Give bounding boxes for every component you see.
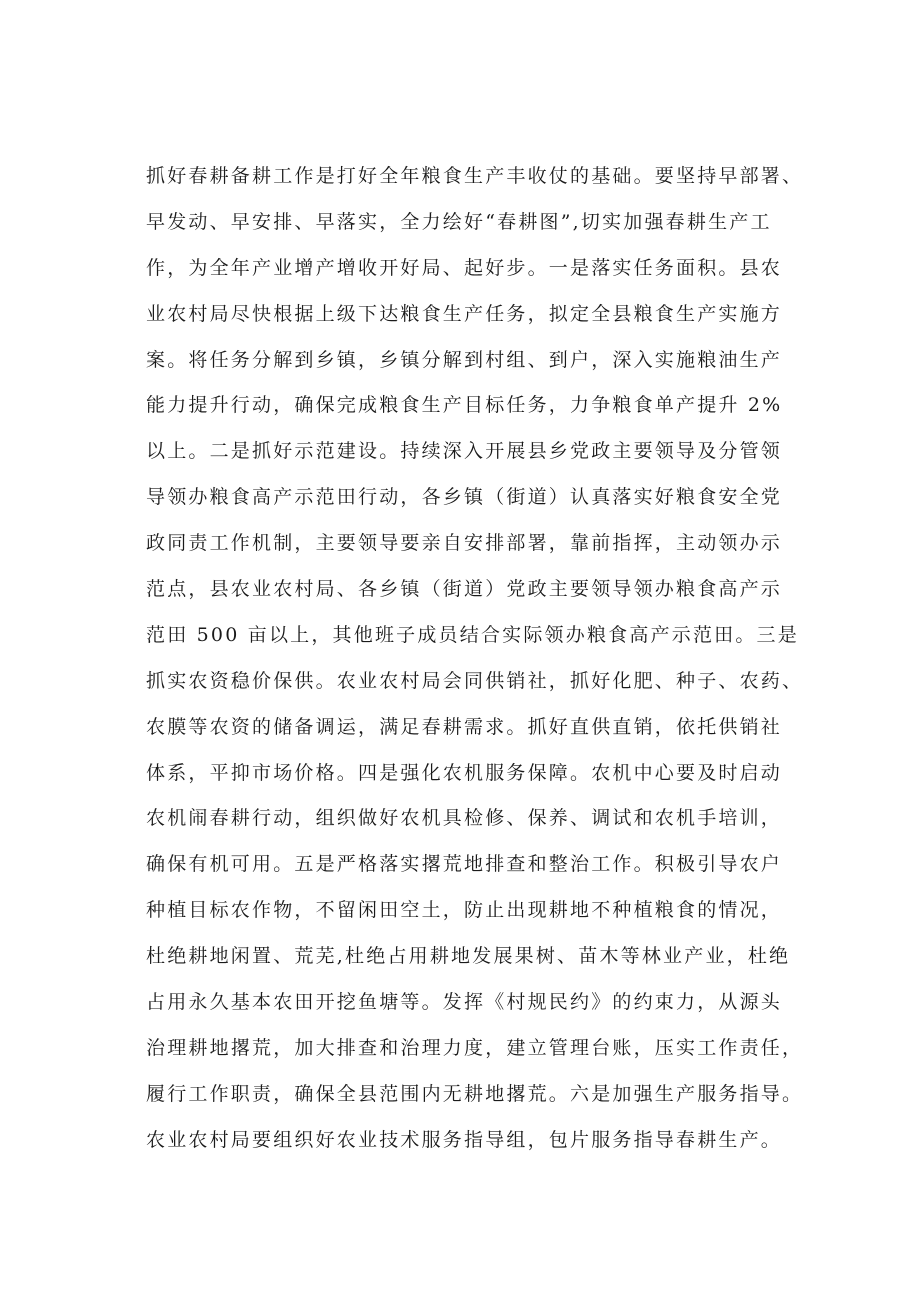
paragraph-line: 以上。二是抓好示范建设。持续深入开展县乡党政主要领导及分管领 (146, 440, 783, 463)
paragraph-line: 抓实农资稳价保供。农业农村局会同供销社，抓好化肥、种子、农药、 (146, 669, 804, 692)
paragraph-line: 农业农村局要组织好农业技术服务指导组，包片服务指导春耕生产。 (146, 1128, 783, 1151)
paragraph-line: 杜绝耕地闲置、荒芜,杜绝占用耕地发展果树、苗木等林业产业，杜绝 (146, 945, 791, 968)
paragraph-line: 履行工作职责，确保全县范围内无耕地撂荒。六是加强生产服务指导。 (146, 1082, 804, 1105)
paragraph-line: 治理耕地撂荒，加大排查和治理力度，建立管理台账，压实工作责任， (146, 1036, 804, 1059)
paragraph-line: 案。将任务分解到乡镇，乡镇分解到村组、到户，深入实施粮油生产 (146, 348, 783, 371)
paragraph-line: 范点，县农业农村局、各乡镇（街道）党政主要领导领办粮食高产示 (146, 578, 783, 601)
paragraph-line: 早发动、早安排、早落实，全力绘好“春耕图”,切实加强春耕生产工 (146, 210, 772, 233)
body-paragraph (146, 154, 846, 1164)
paragraph-line: 种植目标农作物，不留闲田空土，防止出现耕地不种植粮食的情况， (146, 899, 783, 922)
paragraph-line: 农机闹春耕行动，组织做好农机具检修、保养、调试和农机手培训， (146, 807, 783, 830)
paragraph-line: 占用永久基本农田开挖鱼塘等。发挥《村规民约》的约束力，从源头 (146, 991, 783, 1014)
paragraph-line: 导领办粮食高产示范田行动，各乡镇（街道）认真落实好粮食安全党 (146, 486, 783, 509)
paragraph-line: 政同责工作机制，主要领导要亲自安排部署，靠前指挥，主动领办示 (146, 532, 783, 555)
paragraph-line: 能力提升行动，确保完成粮食生产目标任务，力争粮食单产提升 2% (146, 394, 783, 417)
paragraph-line: 确保有机可用。五是严格落实撂荒地排查和整治工作。积极引导农户 (146, 853, 783, 876)
paragraph-line: 农膜等农资的储备调运，满足春耕需求。抓好直供直销，依托供销社 (146, 715, 783, 738)
paragraph-line: 体系，平抑市场价格。四是强化农机服务保障。农机中心要及时启动 (146, 761, 783, 784)
paragraph-line: 作，为全年产业增产增收开好局、起好步。一是落实任务面积。县农 (146, 256, 783, 279)
paragraph-line: 业农村局尽快根据上级下达粮食生产任务，拟定全县粮食生产实施方 (146, 302, 783, 325)
paragraph-line: 抓好春耕备耕工作是打好全年粮食生产丰收仗的基础。要坚持早部署、 (146, 165, 804, 187)
paragraph-line: 范田 500 亩以上，其他班子成员结合实际领办粮食高产示范田。三是 (146, 623, 799, 646)
